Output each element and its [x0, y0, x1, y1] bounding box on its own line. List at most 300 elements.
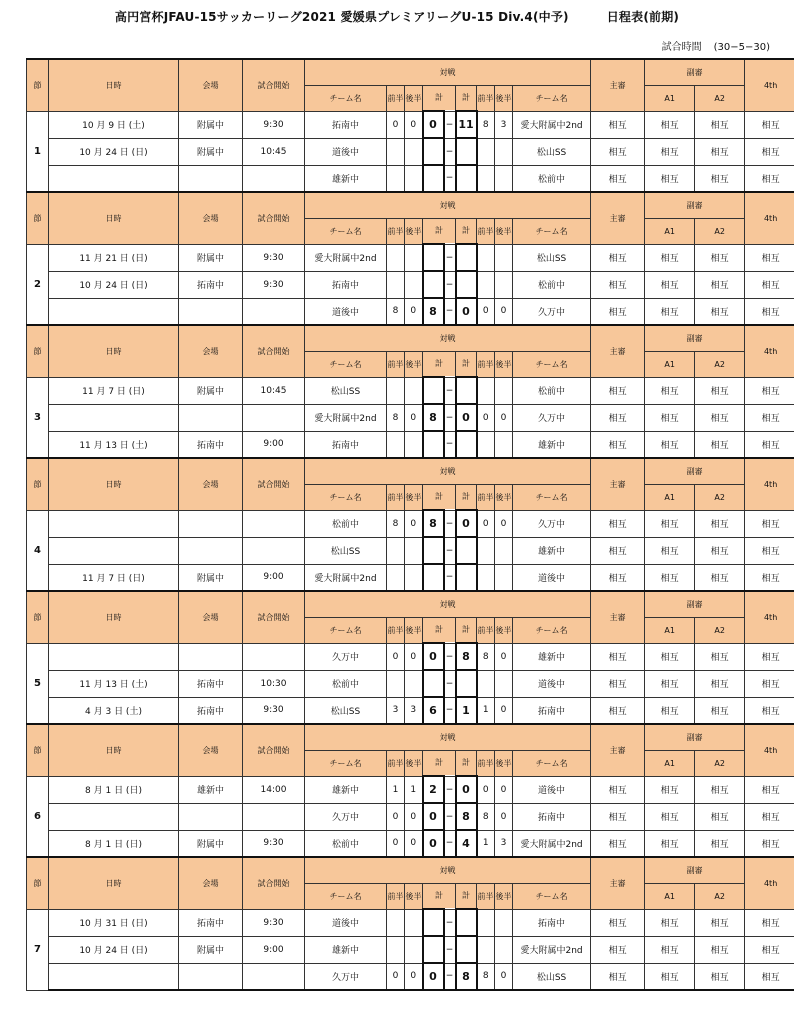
kickoff-time [243, 643, 305, 670]
fourth-official: 相互 [745, 670, 794, 697]
kickoff-time [243, 803, 305, 830]
away-total-score [456, 165, 477, 192]
home-total-score: 8 [423, 510, 444, 537]
match-row [27, 377, 794, 404]
away-team: 松前中 [513, 165, 591, 192]
match-date [49, 510, 179, 537]
fourth-official: 相互 [745, 643, 794, 670]
header-away-total: 計 [456, 617, 477, 643]
kickoff-time: 9:30 [243, 697, 305, 724]
home-team: 拓南中 [305, 431, 387, 458]
referee: 相互 [591, 431, 645, 458]
away-total-score [456, 377, 477, 404]
fourth-official: 相互 [745, 963, 794, 990]
match-row [27, 537, 794, 564]
match-time-note [662, 38, 770, 53]
score-separator: − [444, 670, 456, 697]
away-second-half-score [495, 271, 513, 298]
header-a2: A2 [695, 218, 745, 244]
away-first-half-score: 1 [477, 830, 495, 857]
section-number: 3 [27, 377, 49, 458]
home-team: 久万中 [305, 643, 387, 670]
section-number: 2 [27, 244, 49, 325]
away-total-score: 8 [456, 803, 477, 830]
away-first-half-score: 8 [477, 643, 495, 670]
home-team: 愛大附属中2nd [305, 404, 387, 431]
assistant-referee-a1: 相互 [645, 776, 695, 803]
match-date: 11 月 21 日 (日) [49, 244, 179, 271]
header-fourth: 4th [745, 325, 794, 377]
header-referee: 主審 [591, 857, 645, 909]
fourth-official: 相互 [745, 404, 794, 431]
home-total-score [423, 431, 444, 458]
score-separator: − [444, 404, 456, 431]
header-venue: 会場 [179, 724, 243, 776]
away-second-half-score: 0 [495, 776, 513, 803]
header-away-team: チーム名 [513, 617, 591, 643]
match-venue [179, 298, 243, 325]
home-second-half-score [405, 564, 423, 591]
kickoff-time: 9:30 [243, 271, 305, 298]
assistant-referee-a2: 相互 [695, 670, 745, 697]
away-first-half-score [477, 564, 495, 591]
header-fourth: 4th [745, 591, 794, 643]
home-second-half-score [405, 138, 423, 165]
home-second-half-score [405, 909, 423, 936]
match-date: 11 月 13 日 (土) [49, 431, 179, 458]
header-assistant: 副審 [645, 59, 745, 85]
away-first-half-score [477, 909, 495, 936]
header-fourth: 4th [745, 458, 794, 510]
home-second-half-score [405, 431, 423, 458]
header-fourth: 4th [745, 724, 794, 776]
header-away-first-half: 前半 [477, 351, 495, 377]
header-a2: A2 [695, 351, 745, 377]
home-first-half-score: 8 [387, 510, 405, 537]
away-first-half-score [477, 165, 495, 192]
home-second-half-score [405, 377, 423, 404]
match-row [27, 963, 794, 990]
away-total-score: 0 [456, 510, 477, 537]
match-row [27, 244, 794, 271]
fourth-official: 相互 [745, 431, 794, 458]
referee: 相互 [591, 670, 645, 697]
home-second-half-score [405, 936, 423, 963]
home-second-half-score: 3 [405, 697, 423, 724]
match-row [27, 830, 794, 857]
away-total-score: 1 [456, 697, 477, 724]
match-date: 8 月 1 日 (日) [49, 776, 179, 803]
assistant-referee-a2: 相互 [695, 564, 745, 591]
assistant-referee-a2: 相互 [695, 776, 745, 803]
home-team: 愛大附属中2nd [305, 564, 387, 591]
assistant-referee-a1: 相互 [645, 670, 695, 697]
kickoff-time [243, 510, 305, 537]
home-team: 道後中 [305, 298, 387, 325]
header-date: 日時 [49, 192, 179, 244]
referee: 相互 [591, 776, 645, 803]
home-total-score [423, 271, 444, 298]
header-referee: 主審 [591, 591, 645, 643]
referee: 相互 [591, 830, 645, 857]
header-kickoff: 試合開始 [243, 192, 305, 244]
referee: 相互 [591, 404, 645, 431]
assistant-referee-a1: 相互 [645, 431, 695, 458]
header-away-second-half: 後半 [495, 750, 513, 776]
header-away-first-half: 前半 [477, 617, 495, 643]
home-team: 愛大附属中2nd [305, 244, 387, 271]
home-first-half-score [387, 138, 405, 165]
match-date: 4 月 3 日 (土) [49, 697, 179, 724]
section-number: 6 [27, 776, 49, 857]
away-first-half-score [477, 377, 495, 404]
header-venue: 会場 [179, 458, 243, 510]
header-kickoff: 試合開始 [243, 857, 305, 909]
kickoff-time: 9:30 [243, 909, 305, 936]
kickoff-time: 10:30 [243, 670, 305, 697]
header-referee: 主審 [591, 458, 645, 510]
match-row [27, 111, 794, 138]
home-second-half-score: 0 [405, 830, 423, 857]
header-match: 対戦 [305, 458, 591, 484]
header-venue: 会場 [179, 59, 243, 111]
home-total-score [423, 377, 444, 404]
assistant-referee-a1: 相互 [645, 803, 695, 830]
assistant-referee-a1: 相互 [645, 138, 695, 165]
fourth-official: 相互 [745, 803, 794, 830]
header-home-first-half: 前半 [387, 351, 405, 377]
header-home-total: 計 [423, 617, 456, 643]
home-total-score: 2 [423, 776, 444, 803]
header-home-second-half: 後半 [405, 85, 423, 111]
score-separator: − [444, 963, 456, 990]
home-first-half-score [387, 165, 405, 192]
match-date: 11 月 7 日 (日) [49, 377, 179, 404]
referee: 相互 [591, 298, 645, 325]
header-match: 対戦 [305, 59, 591, 85]
away-team: 愛大附属中2nd [513, 936, 591, 963]
match-venue: 附属中 [179, 830, 243, 857]
section-number: 1 [27, 111, 49, 192]
away-team: 道後中 [513, 776, 591, 803]
assistant-referee-a2: 相互 [695, 298, 745, 325]
header-away-first-half: 前半 [477, 750, 495, 776]
home-first-half-score: 8 [387, 404, 405, 431]
away-team: 雄新中 [513, 537, 591, 564]
header-away-second-half: 後半 [495, 351, 513, 377]
match-date: 10 月 9 日 (土) [49, 111, 179, 138]
header-home-second-half: 後半 [405, 883, 423, 909]
assistant-referee-a1: 相互 [645, 404, 695, 431]
away-team: 拓南中 [513, 803, 591, 830]
assistant-referee-a1: 相互 [645, 564, 695, 591]
assistant-referee-a1: 相互 [645, 510, 695, 537]
header-section: 節 [27, 325, 49, 377]
home-second-half-score [405, 165, 423, 192]
match-date [49, 643, 179, 670]
header-date: 日時 [49, 857, 179, 909]
header-kickoff: 試合開始 [243, 724, 305, 776]
kickoff-time: 9:30 [243, 244, 305, 271]
score-separator: − [444, 909, 456, 936]
match-row [27, 510, 794, 537]
home-second-half-score: 0 [405, 643, 423, 670]
header-home-first-half: 前半 [387, 218, 405, 244]
away-second-half-score: 3 [495, 830, 513, 857]
header-section: 節 [27, 591, 49, 643]
header-date: 日時 [49, 59, 179, 111]
match-date [49, 404, 179, 431]
fourth-official: 相互 [745, 298, 794, 325]
home-total-score: 0 [423, 111, 444, 138]
match-venue: 拓南中 [179, 909, 243, 936]
assistant-referee-a2: 相互 [695, 697, 745, 724]
match-venue [179, 537, 243, 564]
away-first-half-score [477, 271, 495, 298]
home-team: 道後中 [305, 909, 387, 936]
header-venue: 会場 [179, 591, 243, 643]
header-a1: A1 [645, 351, 695, 377]
assistant-referee-a2: 相互 [695, 404, 745, 431]
score-separator: − [444, 776, 456, 803]
match-row [27, 670, 794, 697]
match-row [27, 643, 794, 670]
match-date: 10 月 24 日 (日) [49, 271, 179, 298]
away-second-half-score: 0 [495, 404, 513, 431]
home-total-score [423, 909, 444, 936]
section-number: 4 [27, 510, 49, 591]
away-second-half-score [495, 138, 513, 165]
referee: 相互 [591, 643, 645, 670]
header-home-team: チーム名 [305, 218, 387, 244]
match-venue [179, 510, 243, 537]
away-first-half-score [477, 670, 495, 697]
league-title: 高円宮杯JFAU-15サッカーリーグ2021 愛媛県プレミアリーグU-15 Div.4(中予) [114, 10, 569, 24]
match-row [27, 431, 794, 458]
home-first-half-score: 0 [387, 963, 405, 990]
kickoff-time: 9:30 [243, 111, 305, 138]
home-first-half-score: 0 [387, 830, 405, 857]
header-assistant: 副審 [645, 857, 745, 883]
header-referee: 主審 [591, 59, 645, 111]
away-first-half-score [477, 936, 495, 963]
away-team: 久万中 [513, 510, 591, 537]
assistant-referee-a2: 相互 [695, 111, 745, 138]
match-row [27, 697, 794, 724]
kickoff-time: 14:00 [243, 776, 305, 803]
assistant-referee-a1: 相互 [645, 537, 695, 564]
kickoff-time: 9:30 [243, 830, 305, 857]
header-fourth: 4th [745, 857, 794, 909]
assistant-referee-a1: 相互 [645, 165, 695, 192]
home-team: 松前中 [305, 670, 387, 697]
away-second-half-score [495, 165, 513, 192]
header-away-second-half: 後半 [495, 617, 513, 643]
home-second-half-score: 0 [405, 298, 423, 325]
score-separator: − [444, 244, 456, 271]
home-team: 道後中 [305, 138, 387, 165]
match-row [27, 404, 794, 431]
header-kickoff: 試合開始 [243, 458, 305, 510]
match-venue: 拓南中 [179, 271, 243, 298]
match-date [49, 963, 179, 990]
kickoff-time: 9:00 [243, 431, 305, 458]
away-second-half-score [495, 537, 513, 564]
header-home-team: チーム名 [305, 750, 387, 776]
away-total-score: 11 [456, 111, 477, 138]
header-away-total: 計 [456, 883, 477, 909]
header-match: 対戦 [305, 192, 591, 218]
match-venue: 拓南中 [179, 431, 243, 458]
away-second-half-score [495, 564, 513, 591]
home-total-score: 8 [423, 404, 444, 431]
assistant-referee-a2: 相互 [695, 165, 745, 192]
away-first-half-score: 0 [477, 776, 495, 803]
home-total-score [423, 138, 444, 165]
away-first-half-score [477, 138, 495, 165]
fourth-official: 相互 [745, 776, 794, 803]
away-second-half-score [495, 670, 513, 697]
header-away-team: チーム名 [513, 85, 591, 111]
fourth-official: 相互 [745, 537, 794, 564]
home-second-half-score [405, 244, 423, 271]
score-separator: − [444, 510, 456, 537]
home-first-half-score: 8 [387, 298, 405, 325]
section-number: 5 [27, 643, 49, 724]
header-date: 日時 [49, 325, 179, 377]
score-separator: − [444, 643, 456, 670]
match-venue: 附属中 [179, 564, 243, 591]
home-first-half-score [387, 936, 405, 963]
match-row [27, 909, 794, 936]
away-total-score [456, 909, 477, 936]
fourth-official: 相互 [745, 377, 794, 404]
header-a1: A1 [645, 85, 695, 111]
header-match: 対戦 [305, 724, 591, 750]
assistant-referee-a1: 相互 [645, 111, 695, 138]
header-home-team: チーム名 [305, 883, 387, 909]
referee: 相互 [591, 111, 645, 138]
fourth-official: 相互 [745, 138, 794, 165]
referee: 相互 [591, 909, 645, 936]
header-venue: 会場 [179, 857, 243, 909]
header-home-total: 計 [423, 351, 456, 377]
home-first-half-score: 0 [387, 803, 405, 830]
header-kickoff: 試合開始 [243, 591, 305, 643]
header-home-total: 計 [423, 85, 456, 111]
away-team: 松山SS [513, 138, 591, 165]
home-first-half-score [387, 909, 405, 936]
home-team: 久万中 [305, 803, 387, 830]
home-total-score: 8 [423, 298, 444, 325]
referee: 相互 [591, 936, 645, 963]
header-away-total: 計 [456, 750, 477, 776]
home-total-score [423, 670, 444, 697]
kickoff-time [243, 298, 305, 325]
header-away-total: 計 [456, 218, 477, 244]
away-total-score: 4 [456, 830, 477, 857]
assistant-referee-a1: 相互 [645, 271, 695, 298]
header-assistant: 副審 [645, 325, 745, 351]
score-separator: − [444, 803, 456, 830]
match-time-label: 試合時間 [661, 42, 702, 53]
header-section: 節 [27, 857, 49, 909]
assistant-referee-a1: 相互 [645, 377, 695, 404]
home-first-half-score [387, 271, 405, 298]
kickoff-time: 10:45 [243, 138, 305, 165]
away-total-score: 0 [456, 404, 477, 431]
home-team: 久万中 [305, 963, 387, 990]
kickoff-time [243, 404, 305, 431]
score-separator: − [444, 537, 456, 564]
header-match: 対戦 [305, 857, 591, 883]
away-second-half-score: 0 [495, 803, 513, 830]
home-total-score: 6 [423, 697, 444, 724]
round-header-row [27, 325, 794, 351]
away-team: 道後中 [513, 564, 591, 591]
referee: 相互 [591, 537, 645, 564]
assistant-referee-a2: 相互 [695, 909, 745, 936]
home-first-half-score [387, 244, 405, 271]
header-a2: A2 [695, 85, 745, 111]
assistant-referee-a2: 相互 [695, 537, 745, 564]
header-away-total: 計 [456, 484, 477, 510]
home-first-half-score: 0 [387, 111, 405, 138]
header-section: 節 [27, 724, 49, 776]
away-first-half-score: 0 [477, 510, 495, 537]
header-away-first-half: 前半 [477, 85, 495, 111]
match-time-value: (30−5−30) [713, 42, 770, 53]
score-separator: − [444, 830, 456, 857]
away-team: 松前中 [513, 377, 591, 404]
header-home-second-half: 後半 [405, 617, 423, 643]
match-date [49, 165, 179, 192]
header-away-second-half: 後半 [495, 218, 513, 244]
home-total-score: 0 [423, 643, 444, 670]
header-kickoff: 試合開始 [243, 59, 305, 111]
assistant-referee-a2: 相互 [695, 963, 745, 990]
kickoff-time: 9:00 [243, 936, 305, 963]
header-away-team: チーム名 [513, 351, 591, 377]
home-second-half-score: 0 [405, 111, 423, 138]
header-fourth: 4th [745, 59, 794, 111]
home-total-score: 0 [423, 963, 444, 990]
fourth-official: 相互 [745, 909, 794, 936]
home-second-half-score [405, 537, 423, 564]
away-team: 拓南中 [513, 909, 591, 936]
referee: 相互 [591, 564, 645, 591]
header-home-team: チーム名 [305, 351, 387, 377]
assistant-referee-a2: 相互 [695, 510, 745, 537]
assistant-referee-a2: 相互 [695, 803, 745, 830]
match-venue [179, 643, 243, 670]
header-away-second-half: 後半 [495, 883, 513, 909]
round-header-row [27, 59, 794, 85]
away-total-score [456, 271, 477, 298]
assistant-referee-a2: 相互 [695, 377, 745, 404]
match-venue: 附属中 [179, 244, 243, 271]
assistant-referee-a2: 相互 [695, 830, 745, 857]
home-team: 拓南中 [305, 271, 387, 298]
header-home-second-half: 後半 [405, 484, 423, 510]
header-a2: A2 [695, 484, 745, 510]
fourth-official: 相互 [745, 111, 794, 138]
header-away-second-half: 後半 [495, 85, 513, 111]
away-total-score [456, 138, 477, 165]
away-total-score [456, 537, 477, 564]
home-first-half-score [387, 670, 405, 697]
score-separator: − [444, 111, 456, 138]
